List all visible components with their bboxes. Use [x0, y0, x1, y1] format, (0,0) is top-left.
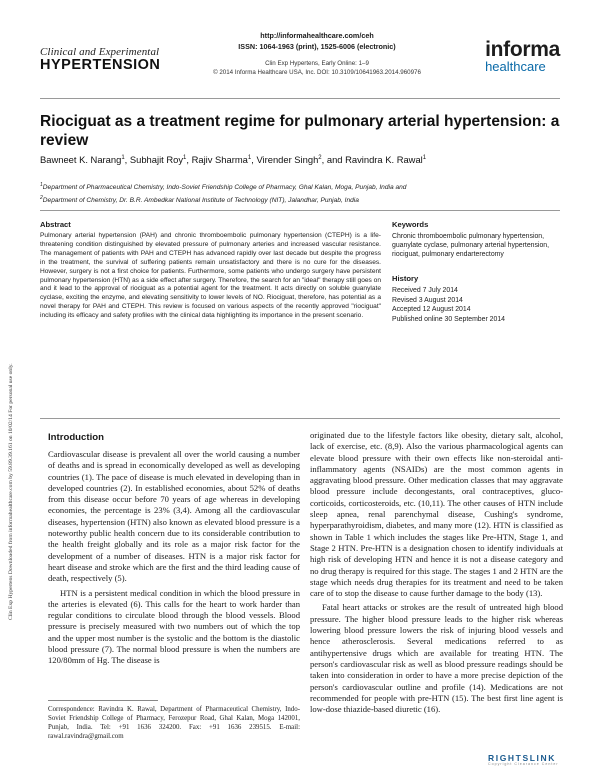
abstract-divider-top: [40, 210, 560, 211]
journal-name-small: Clinical and Experimental: [40, 46, 160, 58]
publisher-name: informa: [485, 38, 560, 61]
correspondence-footnote: Correspondence: Ravindra K. Rawal, Department of Pharmaceutical Chemistry, Indo-Soviet Friendship College of Pharmacy, Ferozepur Road, Ghal Kalan, Moga 142001, Punjab, India. Tel: +91 1636 324200. Fax: +91 1636 239515. E-mail: rawal.ravindra@gmail.com: [48, 706, 300, 740]
history-list: [392, 286, 562, 325]
author: Bawneet K. Narang$^1$,: [40, 154, 130, 165]
journal-logo: [40, 46, 160, 73]
abstract-divider-bottom: [40, 418, 560, 419]
side-note-text: Clin Exp Hypertens Downloaded from informahealthcare.com by 59.89.39.161 on 10/02/14 For personal use only.: [8, 363, 14, 620]
download-side-note: [2, 230, 28, 620]
affiliations: [40, 180, 406, 206]
affiliation: $^1$Department of Pharmaceutical Chemistry, Indo-Soviet Friendship College of Pharmacy, Ghal Kalan, Moga, Punjab, India and: [40, 182, 407, 192]
article-title: Riociguat as a treatment regime for pulmonary arterial hypertension: a review: [40, 113, 560, 149]
author-list: [40, 154, 426, 165]
rightslink-logo[interactable]: [488, 753, 568, 766]
rightslink-sub: Copyright Clearance Center: [488, 762, 559, 766]
history-item: Received 7 July 2014: [392, 287, 458, 294]
rightslink-name: RIGHTSLINK: [488, 753, 556, 763]
footnote-divider: [48, 700, 158, 701]
author: Virender Singh$^2$, and: [256, 154, 346, 165]
paragraph: originated due to the lifestyle factors like obesity, dietary salt, alcohol, lack of exercise, etc. (8,9). Also the various pharmacological agents can elevate blood pressure with their own effects like non-steroidal anti-inflammatory agents (NSAIDs) are the most common agents in aggravating blood pressure. Other medication classes that may aggravate blood pressure include decongestants, oral contraceptives, gluco-corticoids, corticosteroids, etc. (10,11). The other causes of HTN include sleep apnea, renal parenchymal disease, Cushing's syndrome, hyperparathyroidism, diabetes, and many more (12). HTN is classified as shown in Table 1 which includes the stages like Pre-HTN, Stage 1, and Stage 2 HTN. Pre-HTN is a designation chosen to identify individuals at high risk of developing HTN and hence it is not a disease category and no drug therapy is required for this stage. The stages 1 and 2 HTN are the stage which needs drug therapies for its treatment and need to be taken care of to stop the disease to cause further damage to the body (13).: [310, 430, 563, 599]
affiliation: $^2$Department of Chemistry, Dr. B.R. Ambedkar National Institute of Technology (NIT), Jalandhar, Punjab, India: [40, 195, 359, 205]
author: Subhajit Roy$^1$,: [129, 154, 192, 165]
paragraph: HTN is a persistent medical condition in which the blood pressure in the arteries is elevated (6). This calls for the heart to work harder than regular conditions to circulate blood through the blood vessels. Blood pressure is precisely measured with two numbers out of which the top and the upper most number is the systolic and the bottom is the diastolic blood pressure (7). The normal blood pressure is when the numbers are 120/80mm of Hg. The disease is: [48, 587, 300, 666]
publication-info: [192, 31, 442, 76]
publisher-logo: [485, 40, 560, 74]
header-divider: [40, 98, 560, 99]
keywords-text: Chronic thromboembolic pulmonary hypertension, guanylate cyclase, pulmonary arterial hypertension, riociguat, pulmonary endarterectomy: [392, 233, 550, 258]
author: Rajiv Sharma$^1$,: [191, 154, 257, 165]
author: Ravindra K. Rawal$^1$: [345, 154, 427, 165]
journal-name-big: HYPERTENSION: [40, 57, 161, 73]
abstract-section: [40, 220, 381, 321]
citation: Clin Exp Hypertens, Early Online: 1–9: [265, 60, 369, 67]
issn: ISSN: 1064-1963 (print), 1525-6006 (electronic): [238, 42, 396, 51]
history-item: Revised 3 August 2014: [392, 296, 463, 304]
history-item: Accepted 12 August 2014: [392, 306, 471, 314]
section-heading-introduction: Introduction: [48, 432, 104, 443]
body-column-right: [310, 430, 563, 715]
history-heading: History: [392, 274, 419, 283]
body-column-left: [48, 449, 300, 667]
keywords-section: [392, 220, 562, 325]
abstract-heading: Abstract: [40, 220, 71, 229]
publisher-sub: healthcare: [485, 59, 546, 74]
keywords-heading: Keywords: [392, 220, 429, 229]
paragraph: Cardiovascular disease is prevalent all over the world causing a number of deaths and is spread in economically developed as well as developing countries (1). The pace of disease is much elevated in developing than in developed countries (2). In established economies, about 52% of deaths from this disease occur before 70 years of age whereas in developing economies, the percentage is 23% (3,4). Among all the cardiovascular diseases, hypertension (HTN) also known as elevated blood pressure is a noteworthy public health concern due to its considerable contribution to the health freight globally and its role as a major risk factor for the development of a number of diseases. HTN is a major risk factor for heart disease and stroke which are the first and the third leading cause of death, respectively (5).: [48, 449, 300, 584]
paragraph: Fatal heart attacks or strokes are the result of untreated high blood pressure. The higher blood pressure leads to the higher risk whereas lowering blood pressure lowers the risk of injuring blood vessels and hence atherosclerosis. Several medications referred to as antihypertensive drugs which are available for treating HTN. The person's cardiovascular risk as well as blood pressure readings should be taken into consideration in order to have a more precise depiction of the person's cardiovascular outline and profile (14). Medications are not recommended for people with pre-HTN (15). The best first line agent is low-dose thiazide-based diuretic (16).: [310, 602, 563, 715]
copyright-doi: © 2014 Informa Healthcare USA, Inc. DOI: 10.3109/10641963.2014.960976: [213, 69, 421, 76]
journal-url[interactable]: http://informahealthcare.com/ceh: [260, 31, 374, 40]
abstract-text: Pulmonary arterial hypertension (PAH) and chronic thromboembolic pulmonary hypertension (CTEPH) is a life-threatening condition distinguished by elevated pressure of pulmonary arteries and increased vascular resistance. The management of patients with PAH and CTEPH has advanced rapidly over last decade but despite the progress in the treatment, the survival of suffering patients remain unsatisfactory and there is no cure for the diseases. However, surgery is not a first choice for patients. Furthermore, some patients who undergo surgery have persistent pulmonary hypertension (HTN) as a side effect after surgery. Therefore, the search for an "ideal" therapy still goes on and it lead to the approval of riociguat as a potential agent for the treatment. It acts directly on soluble guanylate cyclase, exciting the enzyme, and elevating sensitivity to lower levels of NO. Riociguat, therefore, has potential as a novel therapy for PAH and CTEPH. This review is focused on various aspects of the recently approved "riociguat" including its efficacy and safety profiles with the clinical data highlighting its importance in the present scenario.: [40, 232, 381, 320]
history-item: Published online 30 September 2014: [392, 316, 506, 324]
